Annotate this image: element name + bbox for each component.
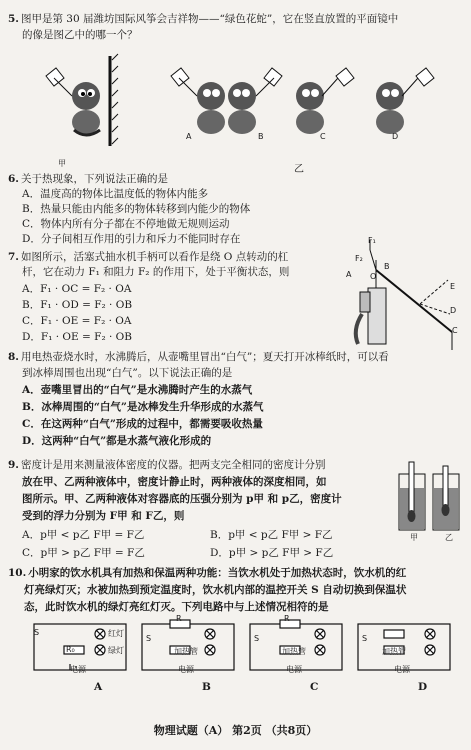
q5-number: 5. bbox=[8, 13, 19, 25]
circuit-b-label-heater: 加热管 bbox=[174, 647, 198, 656]
snake-mascot-jia-icon bbox=[46, 68, 100, 135]
q9-label-jia: 甲 bbox=[410, 533, 418, 542]
q7-stem bbox=[8, 250, 358, 264]
q7-label-f2: F₂ bbox=[355, 254, 363, 263]
circuit-a-label-power: 电源 bbox=[70, 665, 86, 674]
q7-text-line1: 如图所示，活塞式抽水机手柄可以看作是绕 O 点转动的杠 bbox=[20, 251, 289, 263]
circuit-c bbox=[250, 620, 342, 670]
q6-option-a: A．温度高的物体比温度低的物体内能多 bbox=[22, 188, 209, 200]
q9-option-a: A．p甲 < p乙 F甲 = F乙 bbox=[22, 529, 145, 541]
q6-option-c: C．物体内所有分子都在不停地做无规则运动 bbox=[22, 218, 230, 230]
q9-figure bbox=[395, 458, 465, 544]
q6-number: 6. bbox=[8, 173, 19, 185]
q7-label-o: O bbox=[370, 272, 377, 281]
circuit-b-option-label: B bbox=[202, 681, 211, 693]
q9-stem bbox=[8, 458, 388, 472]
circuit-b bbox=[142, 620, 234, 670]
q8-option-d: D．这两种“白气”都是水蒸气液化形成的 bbox=[22, 435, 212, 447]
water-pump-icon bbox=[356, 240, 452, 350]
q5-label-yi: 乙 bbox=[294, 164, 304, 175]
q5-label-jia: 甲 bbox=[58, 159, 66, 168]
q5-label-a: A bbox=[186, 132, 192, 141]
circuit-a-label-s: S bbox=[34, 628, 40, 637]
q5-stem bbox=[8, 12, 468, 26]
q10-text-line3: 态，此时饮水机的绿灯亮红灯灭。下列电路中与上述情况相符的是 bbox=[24, 601, 329, 613]
q5-text-line2: 的像是图乙中的哪一个？ bbox=[22, 29, 138, 41]
q9-text-line2: 放在甲、乙两种液体中，密度计静止时，两种液体的深度相同，如 bbox=[22, 476, 327, 488]
q9-label-yi: 乙 bbox=[445, 533, 453, 542]
circuit-b-label-r: R bbox=[176, 614, 182, 623]
q7-option-b: B．F₁ · OD = F₂ · OB bbox=[22, 299, 133, 311]
circuit-c-label-s: S bbox=[254, 634, 260, 643]
q7-label-c: C bbox=[452, 326, 458, 335]
snake-mascot-option-c-icon bbox=[296, 68, 354, 134]
q5-label-c: C bbox=[320, 132, 326, 141]
circuit-b-label-power: 电源 bbox=[178, 665, 194, 674]
q9-option-d: D．p甲 > p乙 F甲 > F乙 bbox=[210, 547, 334, 559]
q7-label-f1: F₁ bbox=[368, 236, 376, 245]
circuit-c-label-r: R bbox=[284, 614, 290, 623]
q8-option-b: B．冰棒周围的“白气”是冰棒发生升华形成的水蒸气 bbox=[22, 401, 264, 413]
q7-label-a: A bbox=[346, 270, 352, 279]
mirror-icon bbox=[110, 54, 118, 146]
q7-label-d: D bbox=[450, 306, 457, 315]
q5-text-line1: 图甲是第 30 届潍坊国际风筝会吉祥物——“绿色花蛇”，它在竖直放置的平面镜中 bbox=[20, 13, 399, 25]
q10-text-line2: 灯亮绿灯灭；水被加热到预定温度时，饮水机内部的温控开关 S 自动切换到保温状 bbox=[24, 584, 407, 596]
snake-mascot-option-a-icon bbox=[171, 68, 225, 134]
q7-option-c: C．F₁ · OE = F₂ · OA bbox=[22, 315, 132, 327]
circuit-d-option-label: D bbox=[418, 681, 428, 693]
q10-text-line1: 小明家的饮水机具有加热和保温两种功能：当饮水机处于加热状态时，饮水机的红 bbox=[28, 567, 407, 579]
q7-number: 7. bbox=[8, 251, 19, 263]
q9-option-c: C．p甲 > p乙 F甲 = F乙 bbox=[22, 547, 145, 559]
q7-label-e: E bbox=[450, 282, 456, 291]
circuit-c-option-label: C bbox=[310, 681, 319, 693]
circuit-d-label-power: 电源 bbox=[394, 665, 410, 674]
circuit-a-label-red: 红灯 bbox=[108, 629, 124, 638]
q9-option-b: B．p甲 < p乙 F甲 > F乙 bbox=[210, 529, 333, 541]
q6-stem bbox=[8, 172, 168, 186]
q6-option-b: B．热量只能由内能多的物体转移到内能少的物体 bbox=[22, 203, 251, 215]
q8-option-a: A．壶嘴里冒出的“白气”是水沸腾时产生的水蒸气 bbox=[22, 384, 253, 396]
q8-text-line2: 到冰棒周围也出现“白气”。以下说法正确的是 bbox=[22, 367, 233, 379]
circuit-a-option-label: A bbox=[94, 681, 103, 693]
q9-text-line1: 密度计是用来测量液体密度的仪器。把两支完全相同的密度计分别 bbox=[20, 459, 326, 471]
q5-figure bbox=[20, 46, 460, 158]
circuit-c-label-power: 电源 bbox=[286, 665, 302, 674]
q5-label-b: B bbox=[258, 132, 264, 141]
q8-option-c: C．在这两种“白气”形成的过程中，都需要吸收热量 bbox=[22, 418, 263, 430]
circuit-c-label-heater: 加热管 bbox=[282, 647, 306, 656]
q8-number: 8. bbox=[8, 351, 19, 363]
page-footer: 物理试题（A） 第2页 （共8页） bbox=[153, 724, 318, 737]
q10-number: 10. bbox=[8, 567, 27, 579]
circuit-a-label-r0: R₀ bbox=[66, 645, 75, 654]
q8-stem bbox=[8, 350, 468, 364]
q8-text-line1: 用电热壶烧水时，水沸腾后，从壶嘴里冒出“白气”；夏天打开冰棒纸时，可以看 bbox=[20, 351, 389, 363]
q7-label-b: B bbox=[384, 262, 390, 271]
q10-stem bbox=[8, 566, 468, 580]
beaker-yi-icon bbox=[433, 466, 459, 530]
circuit-d-label-heater: 加热管 bbox=[382, 647, 406, 656]
snake-mascot-option-d-icon bbox=[376, 68, 434, 134]
q7-text-line2: 杆，它在动力 F₁ 和阻力 F₂ 的作用下，处于平衡状态，则 bbox=[22, 266, 290, 278]
q6-stem-text: 关于热现象，下列说法正确的是 bbox=[20, 173, 168, 185]
q6-option-d: D．分子间相互作用的引力和斥力不能同时存在 bbox=[22, 233, 241, 245]
snake-mascot-option-b-icon bbox=[228, 68, 282, 134]
q9-text-line3: 图所示。甲、乙两种液体对容器底的压强分别为 p甲 和 p乙，密度计 bbox=[22, 493, 342, 505]
circuit-d-label-s: S bbox=[362, 634, 368, 643]
q9-text-line4: 受到的浮力分别为 F甲 和 F乙，则 bbox=[22, 510, 185, 522]
beaker-jia-icon bbox=[399, 462, 425, 530]
q5-label-d: D bbox=[392, 132, 399, 141]
q7-option-a: A．F₁ · OC = F₂ · OA bbox=[22, 283, 132, 295]
q9-number: 9. bbox=[8, 459, 19, 471]
q7-option-d: D．F₁ · OE = F₂ · OB bbox=[22, 331, 133, 343]
circuit-a-label-green: 绿灯 bbox=[108, 646, 124, 655]
circuit-b-label-s: S bbox=[146, 634, 152, 643]
